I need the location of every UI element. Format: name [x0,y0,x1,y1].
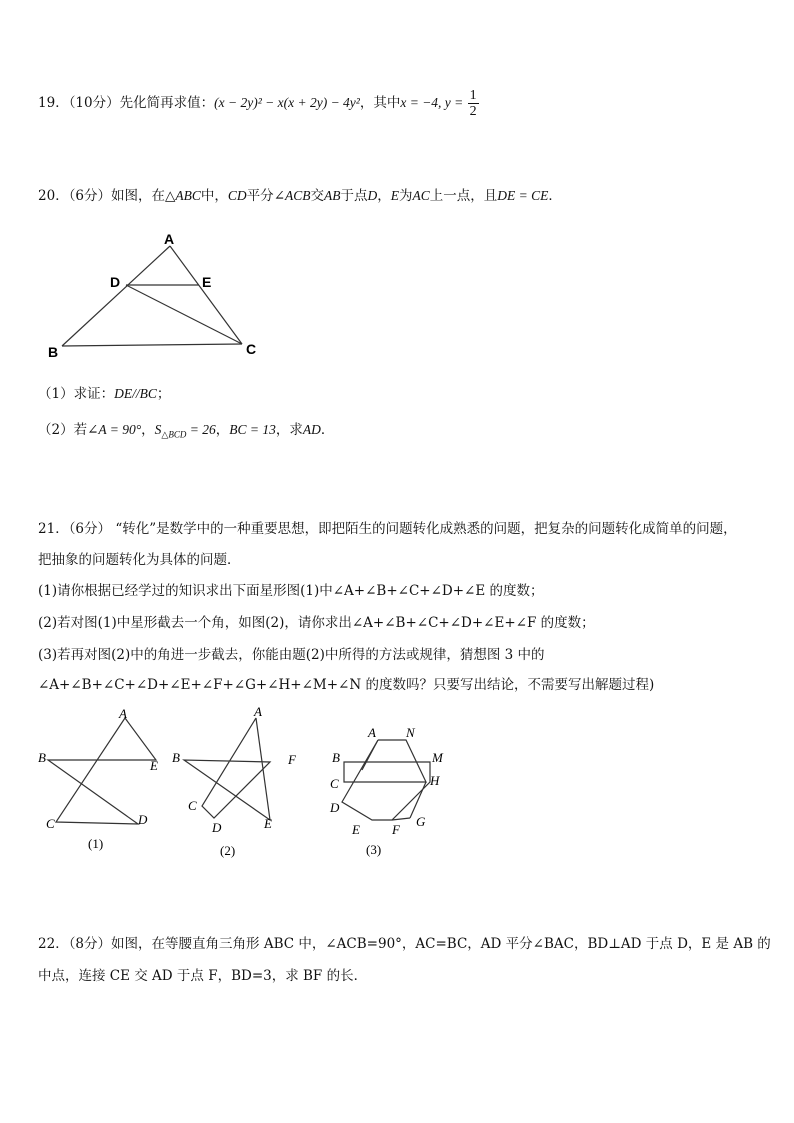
q20-part1 [38,384,170,404]
q19-number: 19 [38,95,56,111]
q21-fig2-label-c: C [188,798,197,813]
q22-text-1: 如图，在等腰直角三角形 ABC 中，∠ACB=90°，AC=BC，AD 平分∠BAC，BD⊥AD 于点 D，E 是 AB 的 [111,936,771,952]
q21-fig2-label-b: B [172,750,180,765]
q21-fig3-label-m: M [432,750,443,765]
q20-part1-math: DE//BC [114,386,157,401]
q21-fig2-label-a: A [254,704,262,719]
q20-label-e: E [202,274,212,290]
q21-fig1-label-b: B [38,750,46,765]
q21-fig2-label-f: F [288,752,296,767]
q21-line4: (2)若对图(1)中星形截去一个角，如图(2)，请你求出∠A+∠B+∠C+∠D+∠E+∠F 的度数； [38,615,595,631]
q20-part2-s-eq: = 26 [186,422,216,437]
q19-condition: x = −4, y = [400,95,464,110]
q21-line1: 21．（6分） “转化”是数学中的一种重要思想，即把陌生的问题转化成熟悉的问题，把复杂的问题转化成简单的问题， [38,521,737,537]
q20-part2-sep: ， [141,422,155,438]
q20-math: ∠ACB [273,188,311,203]
q20-seg-ab [62,246,170,346]
q21-figure-2 [168,704,308,862]
q20-text: 平分 [246,188,274,204]
q21-fig3-label-g: G [416,814,426,829]
q21-fig1-label-c: C [46,816,55,831]
q20-seg-bc [62,344,242,346]
q20-math: CD [227,188,247,203]
q21-fig2-caption: (2) [220,843,236,858]
q20-math: DE = CE [497,188,549,203]
q20-figure [40,226,280,362]
q20-seg-dc [126,285,242,344]
q21-fig2-label-d: D [212,820,222,835]
q20-text: ． [548,188,562,204]
q20-math: D [367,188,378,203]
q20-text: 于点 [340,188,368,204]
q20-part2-angle: ∠A = 90° [87,422,142,437]
q21-number: 21 [38,521,56,537]
q21-fig1-label-a: A [119,706,127,721]
q20-part1-label: （1）求证： [38,386,115,402]
q20-math: AB [324,188,341,203]
q20-label-d: D [110,274,121,290]
q20-math: △ABC [165,188,201,203]
q20-part2-end: ． [320,422,335,438]
q21-line3: (1)请你根据已经学过的知识求出下面星形图(1)中∠A+∠B+∠C+∠D+∠E 的度数； [38,583,544,599]
q21-fig3-label-n: N [406,725,415,740]
q21-fig3-label-a: A [368,725,376,740]
q21-fig1-caption: (1) [88,836,104,851]
q19-fraction [468,88,479,119]
q20-math: AC [412,188,430,203]
q19-instruction: 先化简再求值： [119,95,215,111]
q21-fig3-label-b: B [332,750,340,765]
q21-text-1: “转化”是数学中的一种重要思想，即把陌生的问题转化成熟悉的问题，把复杂的问题转化成简单的问题， [115,521,737,537]
q20-text: ， [377,188,391,204]
q20-part2 [38,420,334,445]
q20-part2-label: （2）若 [38,422,88,438]
q21-score: （6分） [68,521,112,537]
q20-math: E [390,188,399,203]
q21-fig3-label-h: H [430,773,440,788]
q21-fig3-caption: (3) [366,842,382,857]
q22-line1: 22．（8分）如图，在等腰直角三角形 ABC 中，∠ACB=90°，AC=BC，AD 平分∠BAC，BD⊥AD 于点 D，E 是 AB 的 [38,936,771,952]
q21-figure-3 [322,710,452,860]
q22-number: 22 [38,936,56,952]
q21-fig3-label-d: D [330,800,340,815]
q21-fig2-star [184,718,270,820]
q21-line6: ∠A+∠B+∠C+∠D+∠E+∠F+∠G+∠H+∠M+∠N 的度数吗？只要写出结论，不需要写出解题过程) [38,677,655,693]
q21-fig2-label-e: E [264,816,272,831]
q20-seg-ac [170,246,242,344]
q20-part2-sep: ， [215,422,230,438]
q20-part2-sub: △BCD [161,429,187,440]
q21-fig3-seg-fg [392,818,410,820]
q20-text: 交 [310,188,324,204]
q20-part2-sep: ，求 [275,422,303,438]
q21-fig1-star [48,718,156,824]
q20-part2-ad: AD [302,422,321,437]
q21-fig3-label-c: C [330,776,339,791]
q20-text: 上一点，且 [429,188,498,204]
q20-number: 20 [38,188,56,204]
q22-score: （8分） [68,936,112,952]
q20-score: （6分） [68,188,112,204]
q20-text: 中， [200,188,228,204]
q21-fig3-label-e: E [352,822,360,837]
q21-fig3-seg-a [362,740,378,770]
q20-part2-bc: BC = 13 [229,422,276,437]
q21-line5: (3)若再对图(2)中的角进一步截去，你能由题(2)中所得的方法或规律，猜想图 3 中的 [38,647,545,663]
q19-line: 19．（10分）先化简再求值：(x − 2y)² − x(x + 2y) − 4y²，其中x = −4, y = $\frac{1}{2}$ [38,88,477,119]
q21-fig3-label-f: F [392,822,400,837]
q19-score: （10分） [68,95,120,111]
q22-line2: 中点，连接 CE 交 AD 于点 F，BD=3，求 BF 的长． [38,968,368,984]
q21-fig1-label-d: D [138,812,148,827]
q21-fig3-star [342,740,430,820]
q20-label-b: B [48,344,59,360]
q21-line2: 把抽象的问题转化为具体的问题． [38,552,241,568]
q20-part1-end: ； [156,386,171,402]
q21-figure-1 [30,704,170,854]
q19-frac-num: 1 [469,88,477,103]
q20-label-c: C [246,341,257,357]
q20-label-a: A [164,231,175,247]
q19-expression: (x − 2y)² − x(x + 2y) − 4y² [214,95,360,110]
q20-text: 如图，在 [111,188,166,204]
q19-condition-prefix: ，其中 [359,95,401,111]
q20-part2-s: S [154,422,162,437]
q21-fig1-label-e: E [150,758,158,773]
q20-stem: 20．（6分）如图，在△ABC中，CD平分∠ACB交AB于点D，E为AC上一点，且DE = CE． [38,188,562,204]
q20-text: 为 [399,188,413,204]
q19-frac-den: 2 [469,104,477,119]
